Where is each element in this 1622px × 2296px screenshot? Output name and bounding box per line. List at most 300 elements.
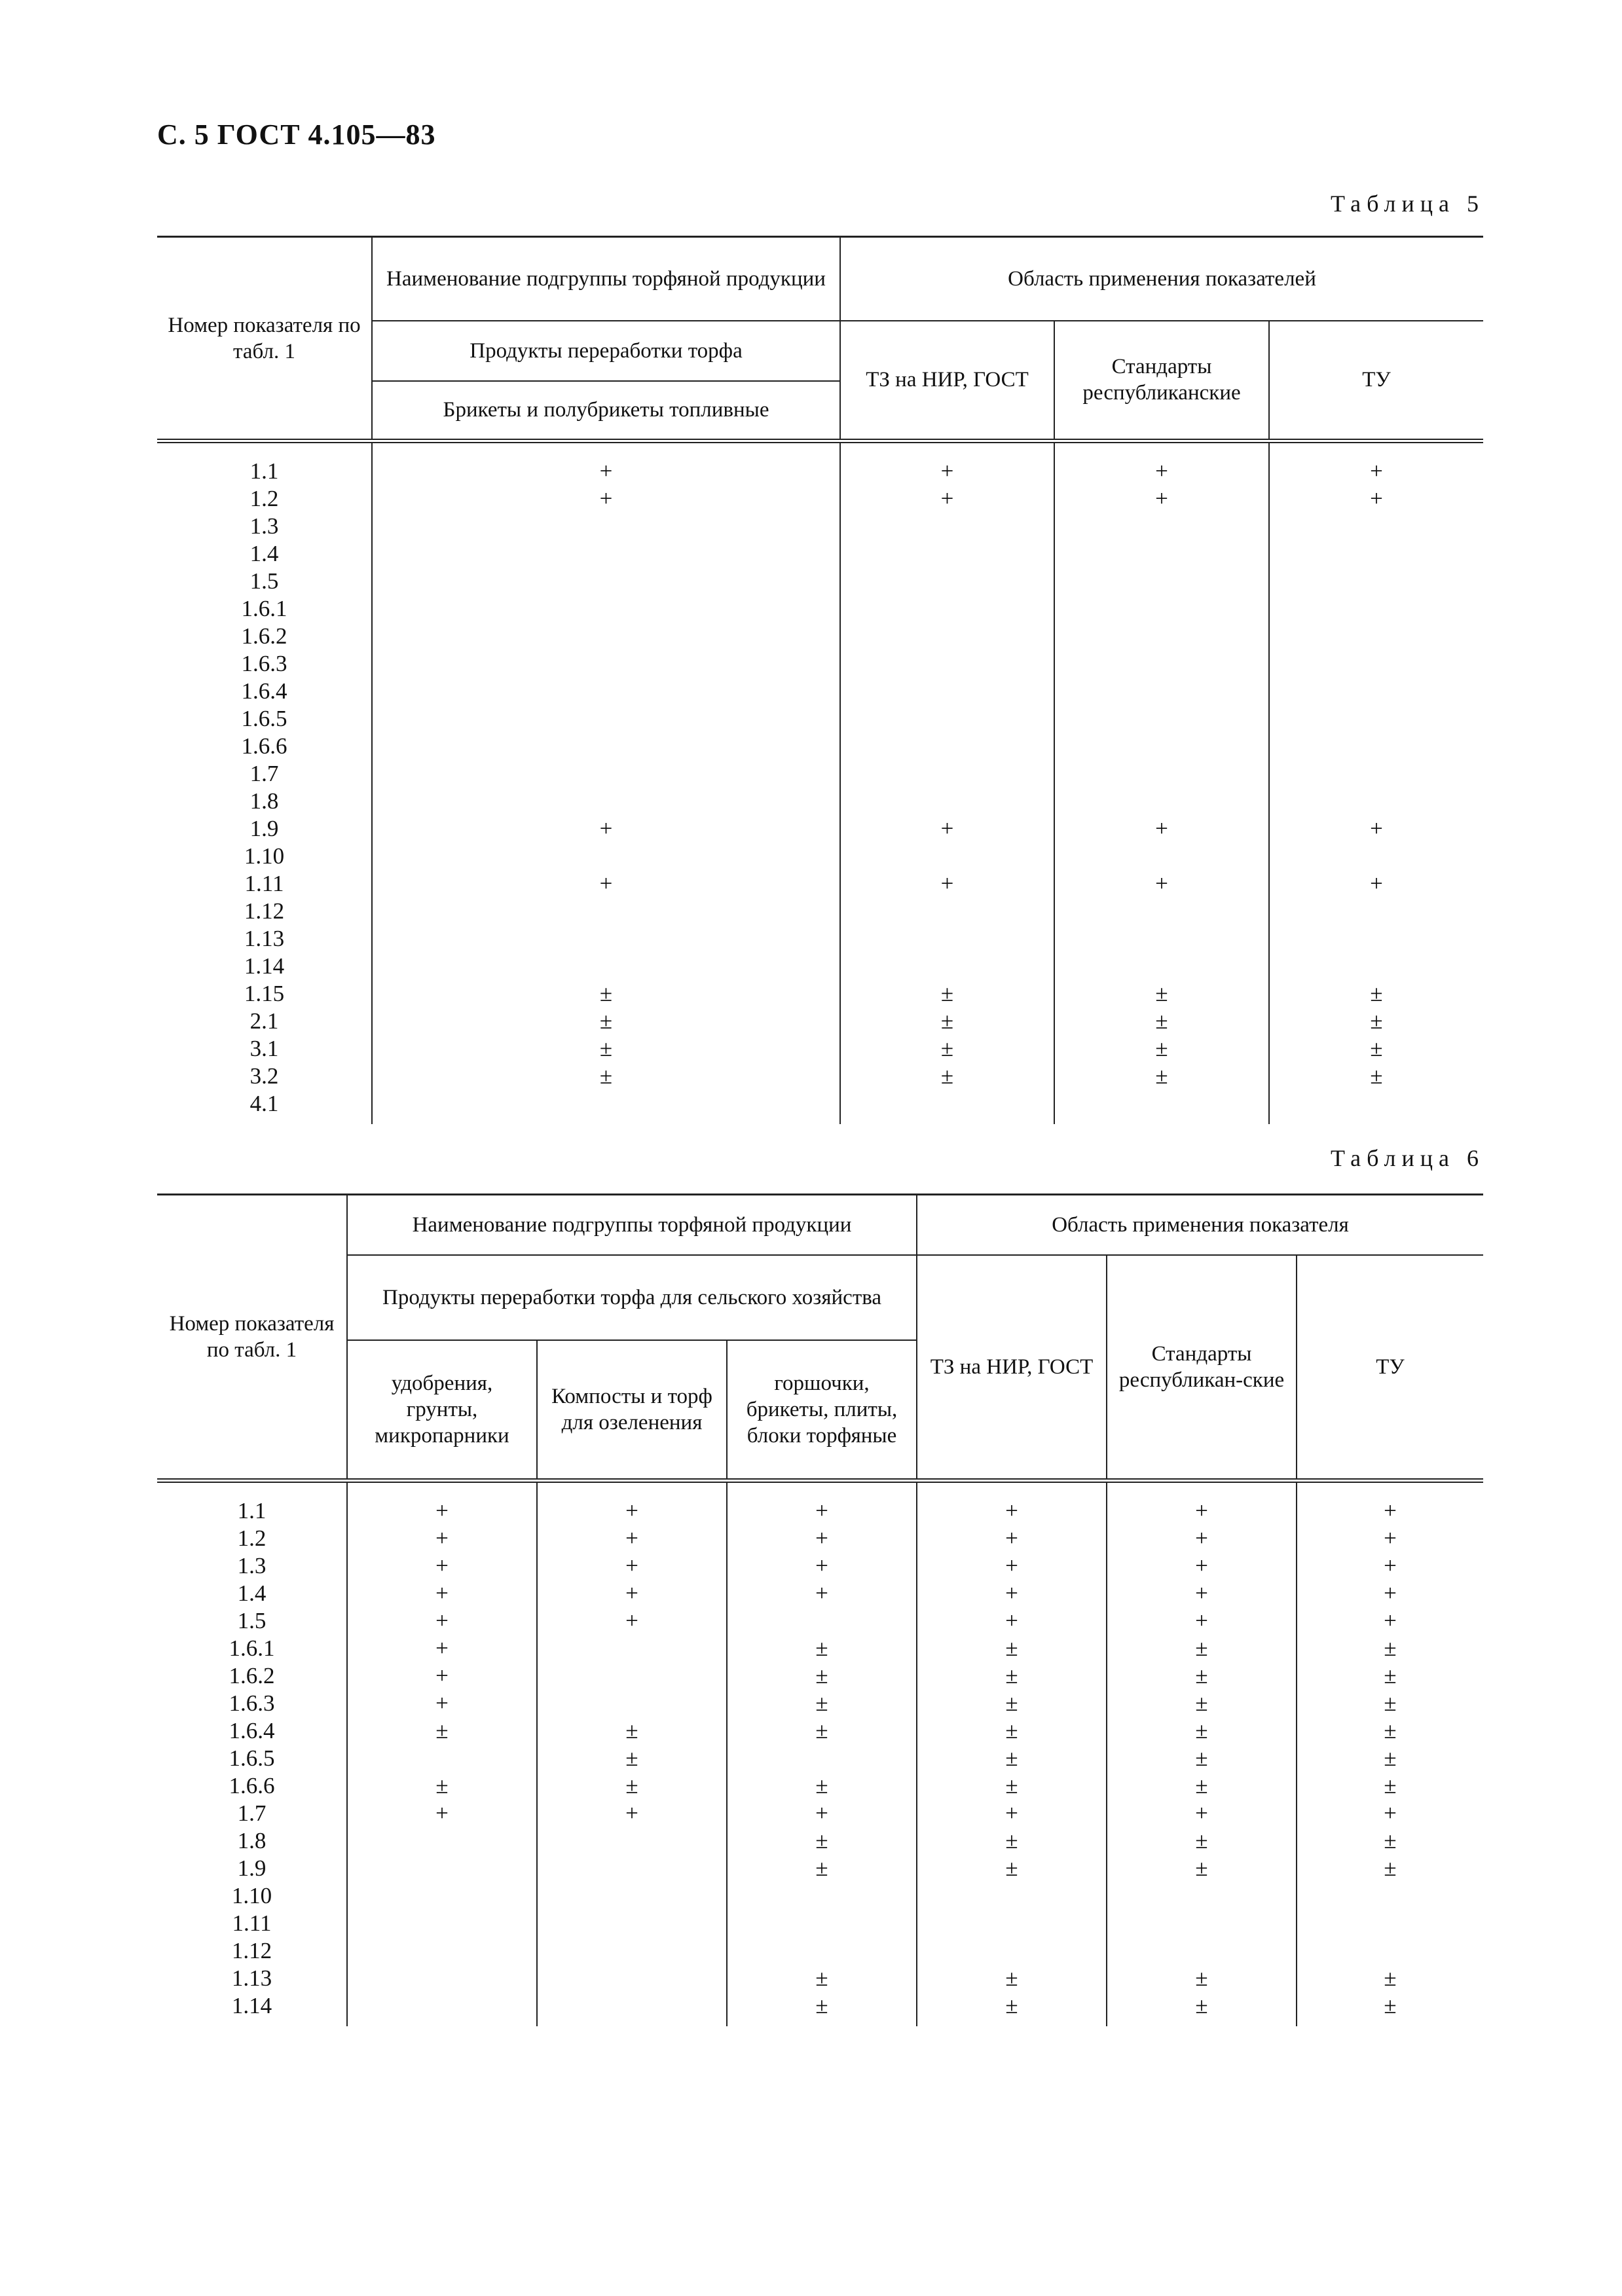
applicability-cell [1269,843,1483,870]
applicability-cell: + [840,870,1054,898]
applicability-cell: ± [1054,1035,1269,1063]
indicator-number-cell: 1.10 [157,1882,347,1910]
applicability-cell [347,1882,537,1910]
applicability-cell: ± [347,1772,537,1800]
table-row [157,1800,1483,1827]
applicability-cell [840,925,1054,953]
applicability-cell [1269,623,1483,650]
table-row [157,1882,1483,1910]
table-5-body [157,441,1483,1125]
indicator-number-cell: 1.9 [157,815,372,843]
applicability-cell: + [727,1552,917,1580]
applicability-cell: + [1269,485,1483,513]
applicability-cell [917,1910,1107,1937]
applicability-cell: ± [917,1772,1107,1800]
applicability-cell [372,595,840,623]
applicability-cell [347,1745,537,1772]
applicability-cell [372,925,840,953]
applicability-cell: ± [727,1772,917,1800]
applicability-cell [537,1662,727,1690]
applicability-cell: ± [917,1635,1107,1662]
applicability-cell [372,540,840,568]
table-row [157,1481,1483,1525]
applicability-cell: ± [1297,1772,1483,1800]
indicator-number-cell: 1.14 [157,1992,347,2026]
applicability-cell: ± [372,1035,840,1063]
applicability-cell [537,1910,727,1937]
indicator-number-cell: 1.12 [157,898,372,925]
table-row [157,788,1483,815]
indicator-number-cell: 1.12 [157,1937,347,1965]
indicator-number-cell: 1.6.1 [157,595,372,623]
applicability-cell: + [347,1690,537,1717]
applicability-cell [1269,898,1483,925]
applicability-cell [372,788,840,815]
indicator-number-cell: 1.13 [157,1965,347,1992]
applicability-cell: ± [917,1965,1107,1992]
table-row [157,760,1483,788]
applicability-cell: + [1269,815,1483,843]
applicability-cell [840,540,1054,568]
applicability-cell [840,595,1054,623]
applicability-cell: + [347,1607,537,1635]
table-row [157,1992,1483,2026]
indicator-number-header: Номер показателя по табл. 1 [157,1195,347,1481]
applicability-cell [1107,1937,1297,1965]
table-row [157,441,1483,486]
applicability-cell [1269,925,1483,953]
applicability-cell [372,898,840,925]
applicability-cell: ± [1297,1635,1483,1662]
table-5 [157,236,1483,1124]
table-row [157,1063,1483,1090]
table-row [157,733,1483,760]
applicability-cell: + [1269,441,1483,486]
applicability-cell: + [1297,1580,1483,1607]
applicability-cell: + [917,1552,1107,1580]
applicability-cell [372,1090,840,1124]
applicability-cell [1054,650,1269,678]
applicability-cell: ± [727,1662,917,1690]
applicability-cell: + [917,1481,1107,1525]
applicability-cell: ± [1107,1690,1297,1717]
applicability-cell [347,1992,537,2026]
applicability-cell: ± [372,1008,840,1035]
applicability-cell: + [1054,441,1269,486]
applicability-cell [1107,1882,1297,1910]
indicator-number-cell: 1.13 [157,925,372,953]
applicability-cell [372,650,840,678]
applicability-cell [1054,513,1269,540]
applicability-cell [372,733,840,760]
applicability-cell: + [1297,1481,1483,1525]
applicability-cell: ± [917,1827,1107,1855]
table-6 [157,1194,1483,2026]
pots-header: горшочки, брикеты, плиты, блоки торфяные [727,1340,917,1481]
table-row [157,595,1483,623]
table-row [157,1662,1483,1690]
applicability-cell: ± [1269,1063,1483,1090]
indicator-number-cell: 1.5 [157,1607,347,1635]
applicability-cell [840,568,1054,595]
table-row [157,1827,1483,1855]
applicability-cell [1269,513,1483,540]
applicability-cell: + [372,441,840,486]
indicator-number-cell: 1.1 [157,441,372,486]
applicability-cell: ± [1297,1827,1483,1855]
applicability-cell [727,1882,917,1910]
indicator-number-cell: 1.11 [157,870,372,898]
indicator-number-cell: 1.5 [157,568,372,595]
fertilizers-header: удобрения, грунты, микропарники [347,1340,537,1481]
applicability-cell: ± [1297,1690,1483,1717]
applicability-cell: + [347,1481,537,1525]
table-row [157,485,1483,513]
applicability-cell: ± [1107,1717,1297,1745]
applicability-cell: + [537,1481,727,1525]
applicability-cell [347,1910,537,1937]
applicability-cell [1054,760,1269,788]
applicability-cell [1054,1090,1269,1124]
applicability-cell: + [840,485,1054,513]
applicability-cell: + [917,1800,1107,1827]
page-header: С. 5 ГОСТ 4.105—83 [157,118,436,151]
processing-products-header: Продукты переработки торфа [372,321,840,381]
table-row [157,1717,1483,1745]
applicability-cell: ± [1297,1855,1483,1882]
applicability-cell [347,1937,537,1965]
applicability-cell: ± [1107,1827,1297,1855]
applicability-cell: + [840,441,1054,486]
applicability-cell [1054,705,1269,733]
applicability-cell [537,1937,727,1965]
applicability-cell [537,1965,727,1992]
applicability-cell [1054,788,1269,815]
applicability-cell [1269,953,1483,980]
applicability-cell: ± [537,1772,727,1800]
applicability-cell: ± [727,1690,917,1717]
table-row [157,1635,1483,1662]
indicator-number-cell: 1.6.1 [157,1635,347,1662]
applicability-cell: + [727,1580,917,1607]
table-row [157,953,1483,980]
applicability-cell: ± [1054,980,1269,1008]
applicability-cell [840,1090,1054,1124]
table-row [157,1090,1483,1124]
table-row [157,568,1483,595]
applicability-cell [1107,1910,1297,1937]
applicability-cell [1054,595,1269,623]
applicability-cell: ± [840,1063,1054,1090]
applicability-cell: + [537,1525,727,1552]
applicability-cell: + [537,1607,727,1635]
applicability-cell: ± [917,1745,1107,1772]
applicability-cell: + [347,1662,537,1690]
applicability-cell: ± [727,1855,917,1882]
applicability-cell: + [727,1481,917,1525]
applicability-cell [537,1855,727,1882]
applicability-cell [1054,733,1269,760]
applicability-cell: ± [917,1662,1107,1690]
table-row [157,650,1483,678]
applicability-cell: + [1297,1800,1483,1827]
table-row [157,705,1483,733]
indicator-number-cell: 1.7 [157,760,372,788]
applicability-cell: + [727,1800,917,1827]
indicator-number-cell: 1.6.2 [157,1662,347,1690]
applicability-cell: ± [1107,1635,1297,1662]
indicator-number-cell: 1.2 [157,1525,347,1552]
table-6-caption: Таблица 6 [1331,1145,1484,1171]
applicability-cell: + [1297,1607,1483,1635]
table-row [157,1745,1483,1772]
applicability-cell [537,1635,727,1662]
applicability-cell [372,513,840,540]
table-row [157,1525,1483,1552]
republic-standards-header: Стандарты республиканские [1054,321,1269,441]
applicability-cell [840,705,1054,733]
applicability-cell: + [347,1635,537,1662]
applicability-cell [372,678,840,705]
indicator-number-cell: 1.1 [157,1481,347,1525]
tu-header: ТУ [1269,321,1483,441]
table-row [157,1772,1483,1800]
applicability-cell: ± [1054,1063,1269,1090]
applicability-cell [840,678,1054,705]
table-row [157,815,1483,843]
indicator-number-cell: 1.14 [157,953,372,980]
agri-processing-products-header: Продукты переработки торфа для сельского хозяйства [347,1255,917,1340]
applicability-cell [372,568,840,595]
applicability-cell: + [1107,1800,1297,1827]
indicator-number-cell: 1.6.5 [157,1745,347,1772]
table-row [157,843,1483,870]
applicability-cell: ± [727,1992,917,2026]
table-row [157,678,1483,705]
applicability-cell [372,953,840,980]
indicator-number-cell: 2.1 [157,1008,372,1035]
applicability-cell [840,953,1054,980]
applicability-cell [1054,540,1269,568]
indicator-number-cell: 1.6.4 [157,1717,347,1745]
applicability-cell: + [1054,485,1269,513]
applicability-cell: ± [372,1063,840,1090]
applicability-cell: + [917,1525,1107,1552]
table-row [157,1035,1483,1063]
table-5-caption: Таблица 5 [1331,191,1484,217]
table-row [157,1607,1483,1635]
application-area-header: Область применения показателей [840,237,1483,321]
applicability-cell: + [917,1607,1107,1635]
indicator-number-cell: 1.9 [157,1855,347,1882]
applicability-cell [372,623,840,650]
tz-nir-gost-header: ТЗ на НИР, ГОСТ [917,1255,1107,1481]
applicability-cell: ± [840,1035,1054,1063]
applicability-cell [1054,953,1269,980]
indicator-number-cell: 1.8 [157,1827,347,1855]
applicability-cell: ± [1297,1717,1483,1745]
applicability-cell [727,1745,917,1772]
applicability-cell [840,760,1054,788]
indicator-number-cell: 1.6.5 [157,705,372,733]
applicability-cell: + [1107,1607,1297,1635]
applicability-cell [840,513,1054,540]
applicability-cell [1269,705,1483,733]
table-row [157,1855,1483,1882]
applicability-cell [537,1882,727,1910]
applicability-cell [840,623,1054,650]
applicability-cell: + [917,1580,1107,1607]
indicator-number-cell: 1.6.3 [157,1690,347,1717]
applicability-cell: ± [1107,1745,1297,1772]
applicability-cell [917,1937,1107,1965]
applicability-cell: ± [1107,1855,1297,1882]
applicability-cell [917,1882,1107,1910]
applicability-cell [1269,650,1483,678]
applicability-cell [1297,1882,1483,1910]
applicability-cell: + [347,1580,537,1607]
table-row [157,513,1483,540]
applicability-cell: + [1297,1552,1483,1580]
briquettes-header: Брикеты и полубрикеты топливные [372,381,840,441]
applicability-cell: + [372,870,840,898]
applicability-cell: ± [1297,1992,1483,2026]
applicability-cell: + [1107,1552,1297,1580]
applicability-cell [1297,1937,1483,1965]
table-row [157,1580,1483,1607]
applicability-cell: ± [917,1717,1107,1745]
applicability-cell: + [727,1525,917,1552]
table-row [157,1008,1483,1035]
indicator-number-cell: 1.6.6 [157,1772,347,1800]
tz-nir-gost-header: ТЗ на НИР, ГОСТ [840,321,1054,441]
applicability-cell: ± [840,980,1054,1008]
application-area-header: Область применения показателя [917,1195,1483,1255]
applicability-cell [1269,595,1483,623]
table-row [157,898,1483,925]
applicability-cell: ± [917,1855,1107,1882]
applicability-cell: + [537,1580,727,1607]
applicability-cell [1269,1090,1483,1124]
applicability-cell [372,843,840,870]
table-row [157,870,1483,898]
indicator-number-cell: 4.1 [157,1090,372,1124]
applicability-cell: ± [537,1717,727,1745]
table-row [157,1910,1483,1937]
applicability-cell: + [537,1552,727,1580]
applicability-cell [727,1910,917,1937]
table-row [157,1552,1483,1580]
applicability-cell [840,650,1054,678]
applicability-cell: + [1107,1481,1297,1525]
table-6-body [157,1481,1483,2027]
applicability-cell [537,1992,727,2026]
applicability-cell [1269,568,1483,595]
applicability-cell [1054,568,1269,595]
applicability-cell: ± [537,1745,727,1772]
applicability-cell: ± [1107,1662,1297,1690]
indicator-number-cell: 1.4 [157,1580,347,1607]
applicability-cell [1269,760,1483,788]
applicability-cell: + [372,485,840,513]
applicability-cell: ± [917,1992,1107,2026]
applicability-cell [840,733,1054,760]
tu-header: ТУ [1297,1255,1483,1481]
applicability-cell [1054,678,1269,705]
indicator-number-cell: 3.1 [157,1035,372,1063]
applicability-cell [1054,898,1269,925]
applicability-cell: ± [1297,1965,1483,1992]
applicability-cell: ± [727,1965,917,1992]
applicability-cell [840,898,1054,925]
applicability-cell [537,1827,727,1855]
table-row [157,925,1483,953]
applicability-cell [1269,788,1483,815]
indicator-number-cell: 1.2 [157,485,372,513]
indicator-number-cell: 1.8 [157,788,372,815]
subgroup-name-header: Наименование подгруппы торфяной продукции [372,237,840,321]
applicability-cell: + [347,1800,537,1827]
applicability-cell: ± [1107,1772,1297,1800]
applicability-cell: + [537,1800,727,1827]
indicator-number-cell: 1.11 [157,1910,347,1937]
applicability-cell: + [840,815,1054,843]
indicator-number-cell: 1.15 [157,980,372,1008]
applicability-cell: ± [1107,1992,1297,2026]
indicator-number-cell: 1.10 [157,843,372,870]
applicability-cell [347,1827,537,1855]
indicator-number-cell: 1.6.3 [157,650,372,678]
applicability-cell: + [347,1525,537,1552]
applicability-cell: + [1054,815,1269,843]
applicability-cell: + [1297,1525,1483,1552]
applicability-cell: ± [1054,1008,1269,1035]
applicability-cell [372,760,840,788]
applicability-cell: ± [1107,1965,1297,1992]
table-row [157,1937,1483,1965]
applicability-cell [1269,540,1483,568]
republic-standards-header: Стандарты республикан-ские [1107,1255,1297,1481]
applicability-cell [1054,843,1269,870]
table-row [157,1965,1483,1992]
applicability-cell: + [1107,1525,1297,1552]
applicability-cell: + [372,815,840,843]
indicator-number-cell: 1.3 [157,1552,347,1580]
applicability-cell [347,1965,537,1992]
applicability-cell: ± [840,1008,1054,1035]
table-row [157,980,1483,1008]
applicability-cell [1297,1910,1483,1937]
applicability-cell: ± [1297,1745,1483,1772]
applicability-cell: ± [372,980,840,1008]
applicability-cell: ± [347,1717,537,1745]
applicability-cell: ± [917,1690,1107,1717]
applicability-cell [1269,678,1483,705]
indicator-number-cell: 1.6.6 [157,733,372,760]
applicability-cell [372,705,840,733]
applicability-cell: ± [727,1635,917,1662]
indicator-number-cell: 1.3 [157,513,372,540]
applicability-cell: + [1269,870,1483,898]
subgroup-name-header: Наименование подгруппы торфяной продукции [347,1195,917,1255]
composts-header: Компосты и торф для озеленения [537,1340,727,1481]
applicability-cell [840,788,1054,815]
indicator-number-cell: 1.6.2 [157,623,372,650]
applicability-cell: ± [1269,980,1483,1008]
applicability-cell [537,1690,727,1717]
applicability-cell [1269,733,1483,760]
indicator-number-cell: 1.4 [157,540,372,568]
